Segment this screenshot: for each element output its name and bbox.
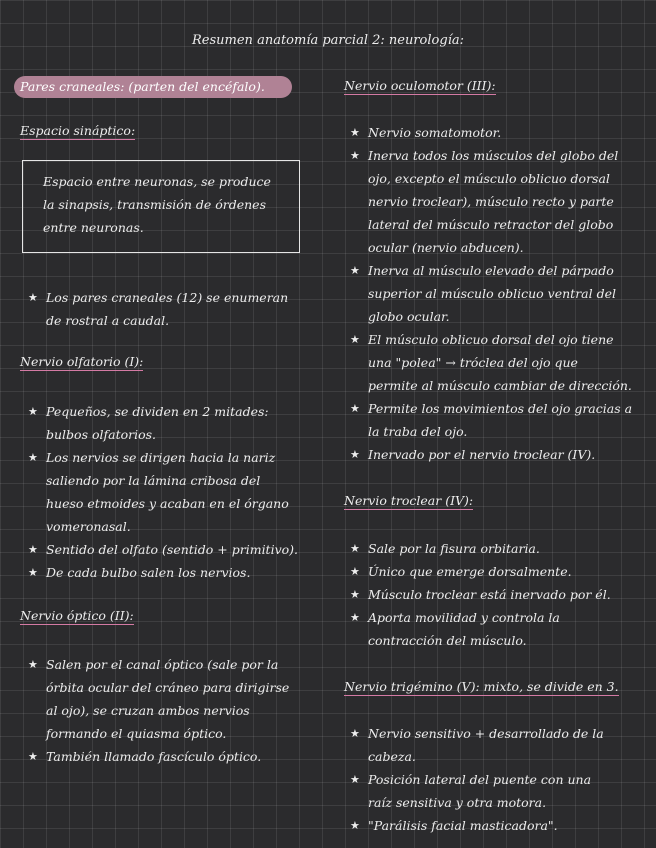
list-item: ★ Pequeños, se dividen en 2 mitades: bulbos olfatorios. — [28, 400, 338, 446]
list-item: ★ "Parálisis facial masticadora". — [350, 814, 656, 837]
star-bullet-icon: ★ — [28, 750, 38, 763]
oculomotor-list — [350, 121, 656, 466]
espacio-sinaptico-box — [22, 160, 300, 253]
star-bullet-icon: ★ — [350, 402, 360, 415]
star-bullet-icon: ★ — [28, 658, 38, 671]
star-bullet-icon: ★ — [350, 588, 360, 601]
box-line: la sinapsis, transmisión de órdenes — [43, 197, 266, 212]
star-bullet-icon: ★ — [350, 333, 360, 346]
star-bullet-icon: ★ — [350, 542, 360, 555]
star-bullet-icon: ★ — [350, 565, 360, 578]
list-item: ★ Inervado por el nervio troclear (IV). — [350, 443, 656, 466]
list-item: ★ Inerva al músculo elevado del párpado superior al músculo oblicuo ventral del globo ocular. — [350, 259, 656, 328]
list-item: ★ Salen por el canal óptico (sale por la órbita ocular del cráneo para dirigirse al ojo), se cruzan ambos nervios formando el quiasma óptico. — [28, 653, 328, 745]
pares-list — [28, 286, 328, 332]
star-bullet-icon: ★ — [350, 819, 360, 832]
pares-craneales-highlight: Pares craneales: (parten del encéfalo). — [14, 76, 292, 98]
list-item: ★ Los nervios se dirigen hacia la nariz saliendo por la lámina cribosa del hueso etmoides y acaban en el órgano vomeronasal. — [28, 446, 338, 538]
heading-nervio-oculomotor: Nervio oculomotor (III): — [344, 78, 496, 93]
list-item: ★ Posición lateral del puente con una raíz sensitiva y otra motora. — [350, 768, 656, 814]
list-item: ★ Los pares craneales (12) se enumeran de rostral a caudal. — [28, 286, 328, 332]
star-bullet-icon: ★ — [350, 126, 360, 139]
olfatorio-list — [28, 400, 338, 584]
star-bullet-icon: ★ — [350, 448, 360, 461]
heading-nervio-olfatorio: Nervio olfatorio (I): — [20, 354, 144, 369]
star-bullet-icon: ★ — [350, 727, 360, 740]
list-item: ★ Inerva todos los músculos del globo del ojo, excepto el músculo oblicuo dorsal nervio troclear), músculo recto y parte lateral del músculo retractor del globo ocular (nervio abducen). — [350, 144, 656, 259]
list-item: ★ De cada bulbo salen los nervios. — [28, 561, 338, 584]
star-bullet-icon: ★ — [28, 451, 38, 464]
star-bullet-icon: ★ — [350, 611, 360, 624]
list-item: ★ Nervio somatomotor. — [350, 121, 656, 144]
list-item: ★ Músculo troclear está inervado por él. — [350, 583, 656, 606]
box-line: Espacio entre neuronas, se produce — [43, 174, 271, 189]
heading-espacio-sinaptico: Espacio sináptico: — [20, 123, 136, 138]
star-bullet-icon: ★ — [350, 264, 360, 277]
heading-nervio-trigemino: Nervio trigémino (V): mixto, se divide en 3. — [344, 679, 619, 694]
star-bullet-icon: ★ — [28, 405, 38, 418]
list-item: ★ El músculo oblicuo dorsal del ojo tiene una "polea" → tróclea del ojo que permite al músculo cambiar de dirección. — [350, 328, 656, 397]
list-item: ★ Sale por la fisura orbitaria. — [350, 537, 656, 560]
troclear-list — [350, 537, 656, 652]
page-title: Resumen anatomía parcial 2: neurología: — [192, 33, 464, 48]
optico-list — [28, 653, 328, 768]
heading-nervio-troclear: Nervio troclear (IV): — [344, 493, 474, 508]
list-item: ★ También llamado fascículo óptico. — [28, 745, 328, 768]
star-bullet-icon: ★ — [350, 149, 360, 162]
box-line: entre neuronas. — [43, 220, 144, 235]
list-item: ★ Único que emerge dorsalmente. — [350, 560, 656, 583]
star-bullet-icon: ★ — [350, 773, 360, 786]
trigemino-list — [350, 722, 656, 837]
star-bullet-icon: ★ — [28, 543, 38, 556]
list-item: ★ Permite los movimientos del ojo gracias a la traba del ojo. — [350, 397, 656, 443]
list-item: ★ Aporta movilidad y controla la contracción del músculo. — [350, 606, 656, 652]
star-bullet-icon: ★ — [28, 566, 38, 579]
list-item: ★ Sentido del olfato (sentido + primitivo). — [28, 538, 338, 561]
heading-nervio-optico: Nervio óptico (II): — [20, 608, 134, 623]
list-item: ★ Nervio sensitivo + desarrollado de la cabeza. — [350, 722, 656, 768]
star-bullet-icon: ★ — [28, 291, 38, 304]
